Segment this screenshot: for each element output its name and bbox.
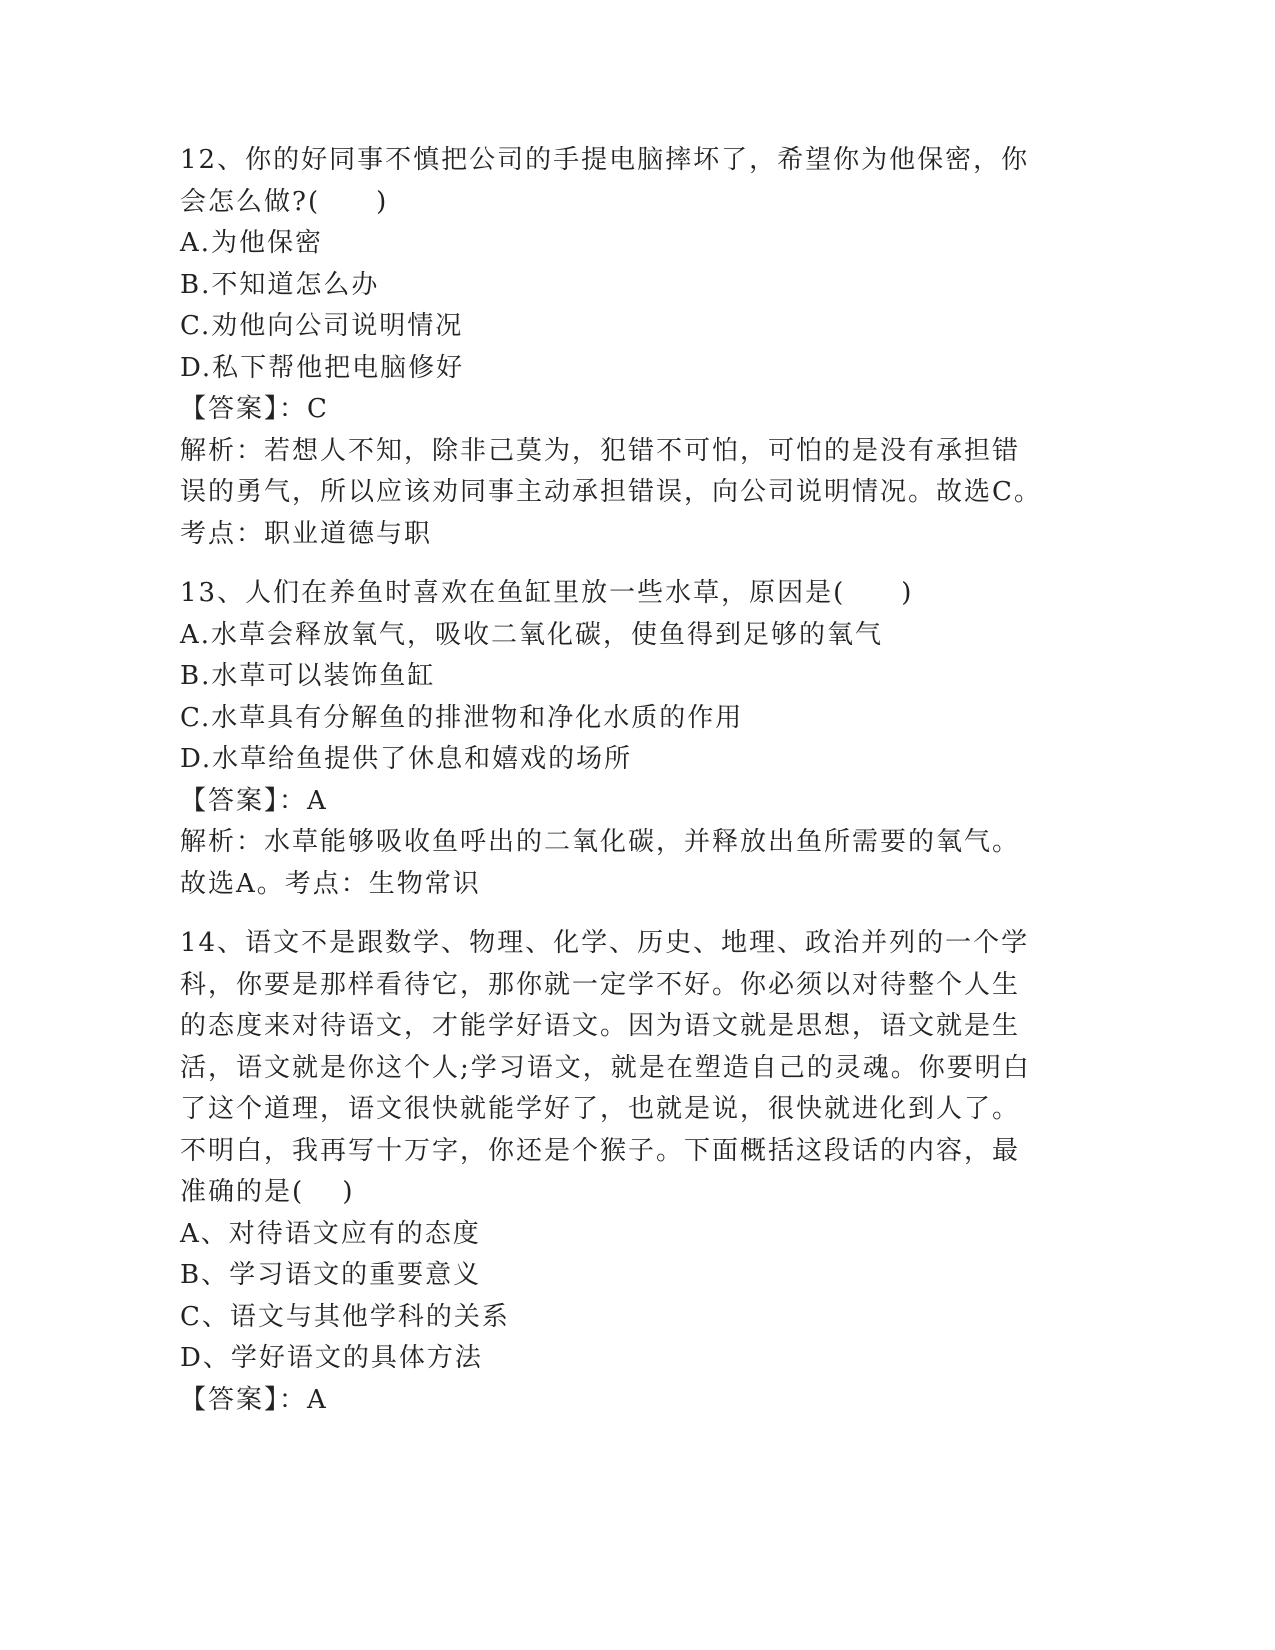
question-stem-line: 科，你要是那样看待它，那你就一定学不好。你必须以对待整个人生 <box>180 969 1021 1000</box>
option-d: D、学好语文的具体方法 <box>180 1343 483 1373</box>
option-a: A.为他保密 <box>180 228 324 258</box>
option-c: C.水草具有分解鱼的排泄物和净化水质的作用 <box>180 702 744 733</box>
question-stem-line: 12、你的好同事不慎把公司的手提电脑摔坏了，希望你为他保密，你 <box>180 145 1030 175</box>
option-c: C.劝他向公司说明情况 <box>180 311 464 341</box>
question-12 <box>180 140 1060 555</box>
answer: 【答案】：A <box>180 785 328 816</box>
question-14 <box>180 923 1060 1421</box>
question-stem-line: 会怎么做?( ) <box>180 186 389 217</box>
option-d: D.水草给鱼提供了休息和嬉戏的场所 <box>180 744 633 774</box>
question-stem-line: 准确的是( ) <box>180 1177 355 1207</box>
option-a: A、对待语文应有的态度 <box>180 1218 481 1249</box>
question-stem-line: 的态度来对待语文，才能学好语文。因为语文就是思想，语文就是生 <box>180 1011 1021 1041</box>
analysis-line: 解析：水草能够吸收鱼呼出的二氧化碳，并释放出鱼所需要的氧气。 <box>180 827 1021 857</box>
question-stem-line: 活，语文就是你这个人;学习语文，就是在塑造自己的灵魂。你要明白 <box>180 1052 1031 1083</box>
option-b: B.水草可以装饰鱼缸 <box>180 661 436 691</box>
question-stem-line: 了这个道理，语文很快就能学好了，也就是说，很快就进化到人了。 <box>180 1094 1021 1124</box>
answer: 【答案】：C <box>180 394 329 424</box>
analysis-line: 误的勇气，所以应该劝同事主动承担错误，向公司说明情况。故选C。 <box>180 477 1042 507</box>
answer: 【答案】：A <box>180 1384 328 1415</box>
document-page <box>180 140 1060 1439</box>
analysis-line: 故选A。考点：生物常识 <box>180 868 481 899</box>
analysis-line: 考点：职业道德与职 <box>180 518 433 549</box>
option-b: B、学习语文的重要意义 <box>180 1260 482 1290</box>
option-a: A.水草会释放氧气，吸收二氧化碳，使鱼得到足够的氧气 <box>180 619 884 650</box>
option-b: B.不知道怎么办 <box>180 269 380 300</box>
question-stem-line: 不明白，我再写十万字，你还是个猴子。下面概括这段话的内容，最 <box>180 1135 1021 1166</box>
question-13 <box>180 573 1060 905</box>
option-d: D.私下帮他把电脑修好 <box>180 352 465 383</box>
question-stem-line: 14、语文不是跟数学、物理、化学、历史、地理、政治并列的一个学 <box>180 928 1030 958</box>
option-c: C、语文与其他学科的关系 <box>180 1301 510 1332</box>
analysis-line: 解析：若想人不知，除非己莫为，犯错不可怕，可怕的是没有承担错 <box>180 435 1021 466</box>
question-stem-line: 13、人们在养鱼时喜欢在鱼缸里放一些水草，原因是( ) <box>180 578 914 608</box>
